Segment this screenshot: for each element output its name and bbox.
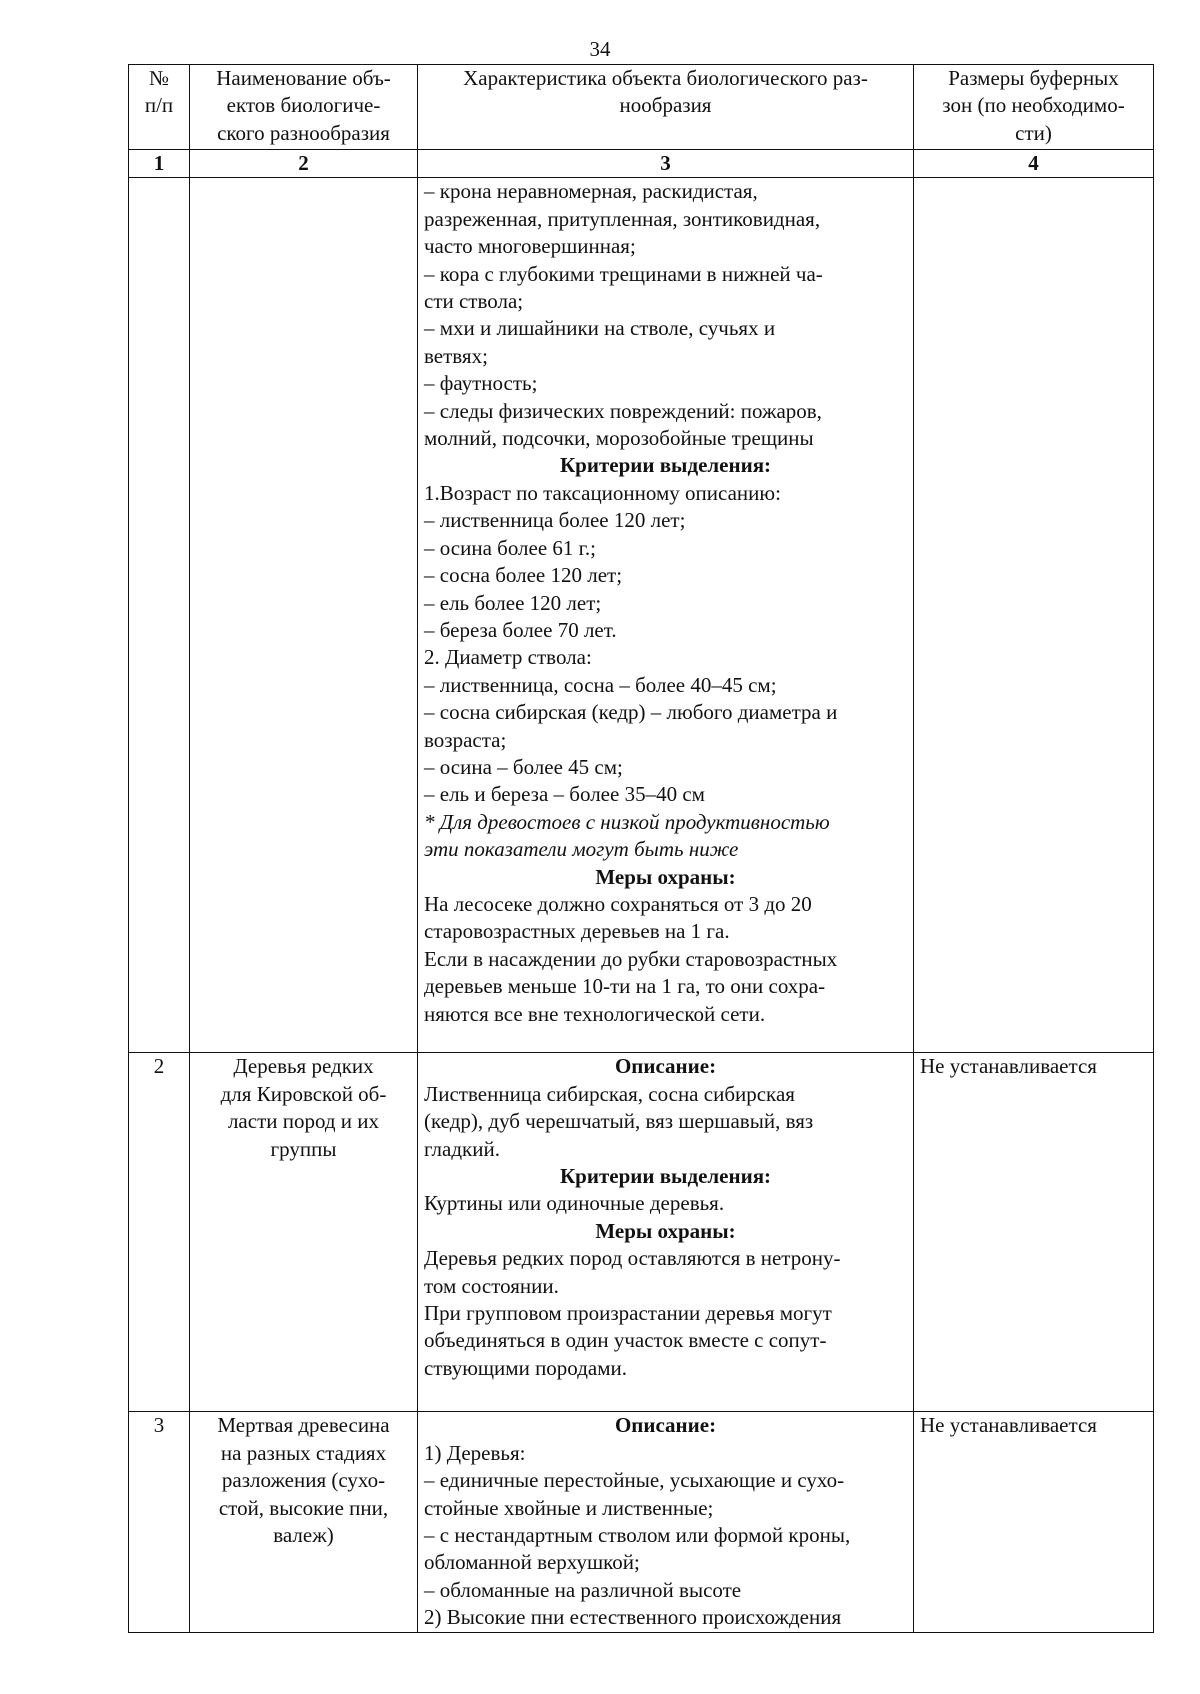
description-line: объединяться в один участок вместе с сопут-	[424, 1328, 827, 1353]
description-line: том состоянии.	[424, 1273, 559, 1298]
row-number	[129, 178, 190, 1053]
description-line: 1.Возраст по таксационному описанию:	[424, 480, 781, 505]
description-line: гладкий.	[424, 1136, 500, 1161]
header-text: №	[148, 66, 170, 90]
description-line: 1) Деревья:	[424, 1440, 526, 1465]
description-line: – фаутность;	[424, 371, 538, 396]
table-row	[129, 1053, 1154, 1412]
object-name-line: для Кировской об-	[220, 1081, 387, 1106]
description-line: – береза более 70 лет.	[424, 617, 617, 642]
header-text: ектов биологиче-	[226, 93, 381, 118]
description-line: (кедр), дуб черешчатый, вяз шершавый, вяз	[424, 1109, 814, 1134]
object-name-line: группы	[270, 1136, 337, 1161]
description-line: обломанной верхушкой;	[424, 1550, 640, 1575]
description-line: возраста;	[424, 727, 507, 752]
description-line: – крона неравномерная, раскидистая,	[424, 179, 758, 204]
description-line: часто многовершинная;	[424, 234, 636, 259]
description-line: няются все вне технологической сети.	[424, 1001, 766, 1026]
description-line: ствующими породами.	[424, 1355, 627, 1380]
description-line: – единичные перестойные, усыхающие и сухо-	[424, 1468, 845, 1493]
section-heading: Критерии выделения:	[559, 1164, 772, 1189]
description-line: – осина более 61 г.;	[424, 535, 596, 560]
description-line: Лиственница сибирская, сосна сибирская	[424, 1081, 795, 1106]
description-line: деревьев меньше 10-ти на 1 га, то они сохра-	[424, 974, 826, 999]
description-line: – осина – более 45 см;	[424, 754, 623, 779]
section-heading: Меры охраны:	[595, 1218, 736, 1243]
object-name-line: Деревья редких	[233, 1054, 374, 1079]
description-line: разреженная, притупленная, зонтиковидная,	[424, 206, 821, 231]
column-number: 2	[190, 150, 418, 178]
object-name-line: ласти пород и их	[227, 1109, 380, 1134]
description-line: На лесосеке должно сохраняться от 3 до 20	[424, 891, 812, 916]
header-text: нообразия	[619, 93, 712, 118]
section-heading: Меры охраны:	[595, 864, 736, 889]
object-name-line: Мертвая древесина	[217, 1413, 390, 1438]
buffer-zone: Не устанавливается	[914, 1053, 1154, 1412]
object-name-line: стой, высокие пни,	[218, 1495, 389, 1520]
description-line: – ель более 120 лет;	[424, 590, 602, 615]
column-number: 1	[129, 150, 190, 178]
table-row	[129, 1412, 1154, 1632]
description-line: – мхи и лишайники на стволе, сучьях и	[424, 316, 776, 341]
object-name-line: разложения (сухо-	[221, 1468, 386, 1493]
description-line: – с нестандартным стволом или формой кроны,	[424, 1523, 851, 1548]
description-line: 2. Диаметр ствола:	[424, 645, 592, 670]
description-line: молний, подсочки, морозобойные трещины	[424, 426, 814, 451]
header-text: п/п	[144, 93, 174, 118]
description-line: – обломанные на различной высоте	[424, 1577, 742, 1602]
buffer-zone	[914, 178, 1154, 1053]
object-name	[190, 1053, 418, 1412]
description-line: – ель и береза – более 35–40 см	[424, 782, 705, 807]
row-number: 3	[129, 1412, 190, 1632]
description-line: 2) Высокие пни естественного происхождения	[424, 1605, 842, 1630]
header-text: Размеры буферных	[948, 66, 1119, 90]
header-col-buffer	[914, 65, 1154, 150]
object-name-line: валеж)	[273, 1523, 334, 1548]
description-line: При групповом произрастании деревья могут	[424, 1301, 832, 1326]
description-line: – лиственница более 120 лет;	[424, 508, 686, 533]
header-text: зон (по необходимо-	[942, 93, 1125, 118]
column-number: 4	[914, 150, 1154, 178]
header-text: сти)	[1015, 120, 1052, 145]
column-numbers-row	[129, 150, 1154, 178]
object-description	[418, 1053, 914, 1412]
description-line: – лиственница, сосна – более 40–45 см;	[424, 672, 777, 697]
section-heading: Критерии выделения:	[559, 453, 772, 478]
description-line: сти ствола;	[424, 289, 524, 314]
description-line: старовозрастных деревьев на 1 га.	[424, 919, 730, 944]
section-heading: Описание:	[614, 1054, 717, 1079]
object-name	[190, 178, 418, 1053]
description-line: стойные хвойные и лиственные;	[424, 1495, 714, 1520]
row-number: 2	[129, 1053, 190, 1412]
description-line: Если в насаждении до рубки старовозрастных	[424, 946, 838, 971]
description-line: – сосна более 120 лет;	[424, 563, 623, 588]
header-col-description	[418, 65, 914, 150]
header-col-name	[190, 65, 418, 150]
footnote-line: * Для древостоев с низкой продуктивностью	[424, 809, 830, 834]
object-description	[418, 1412, 914, 1632]
footnote-line: эти показатели могут быть ниже	[424, 837, 739, 862]
description-line: – следы физических повреждений: пожаров,	[424, 398, 822, 423]
header-text: Наименование объ-	[216, 66, 391, 90]
description-line: Деревья редких пород оставляются в нетрону-	[424, 1246, 841, 1271]
buffer-zone: Не устанавливается	[914, 1412, 1154, 1632]
table-row	[129, 178, 1154, 1053]
header-col-number	[129, 65, 190, 150]
object-name-line: на разных стадиях	[220, 1440, 387, 1465]
header-row	[129, 65, 1154, 150]
object-description	[418, 178, 914, 1053]
description-line: – сосна сибирская (кедр) – любого диаметра и	[424, 700, 838, 725]
description-line: ветвях;	[424, 343, 488, 368]
header-text: ского разнообразия	[217, 120, 390, 145]
section-heading: Описание:	[614, 1413, 717, 1438]
description-line: Куртины или одиночные деревья.	[424, 1191, 725, 1216]
description-line: – кора с глубокими трещинами в нижней ча-	[424, 261, 823, 286]
object-name	[190, 1412, 418, 1632]
column-number: 3	[418, 150, 914, 178]
page-number: 34	[589, 37, 611, 61]
header-text: Характеристика объекта биологического раз-	[463, 66, 868, 90]
biodiversity-table	[128, 64, 1154, 1633]
